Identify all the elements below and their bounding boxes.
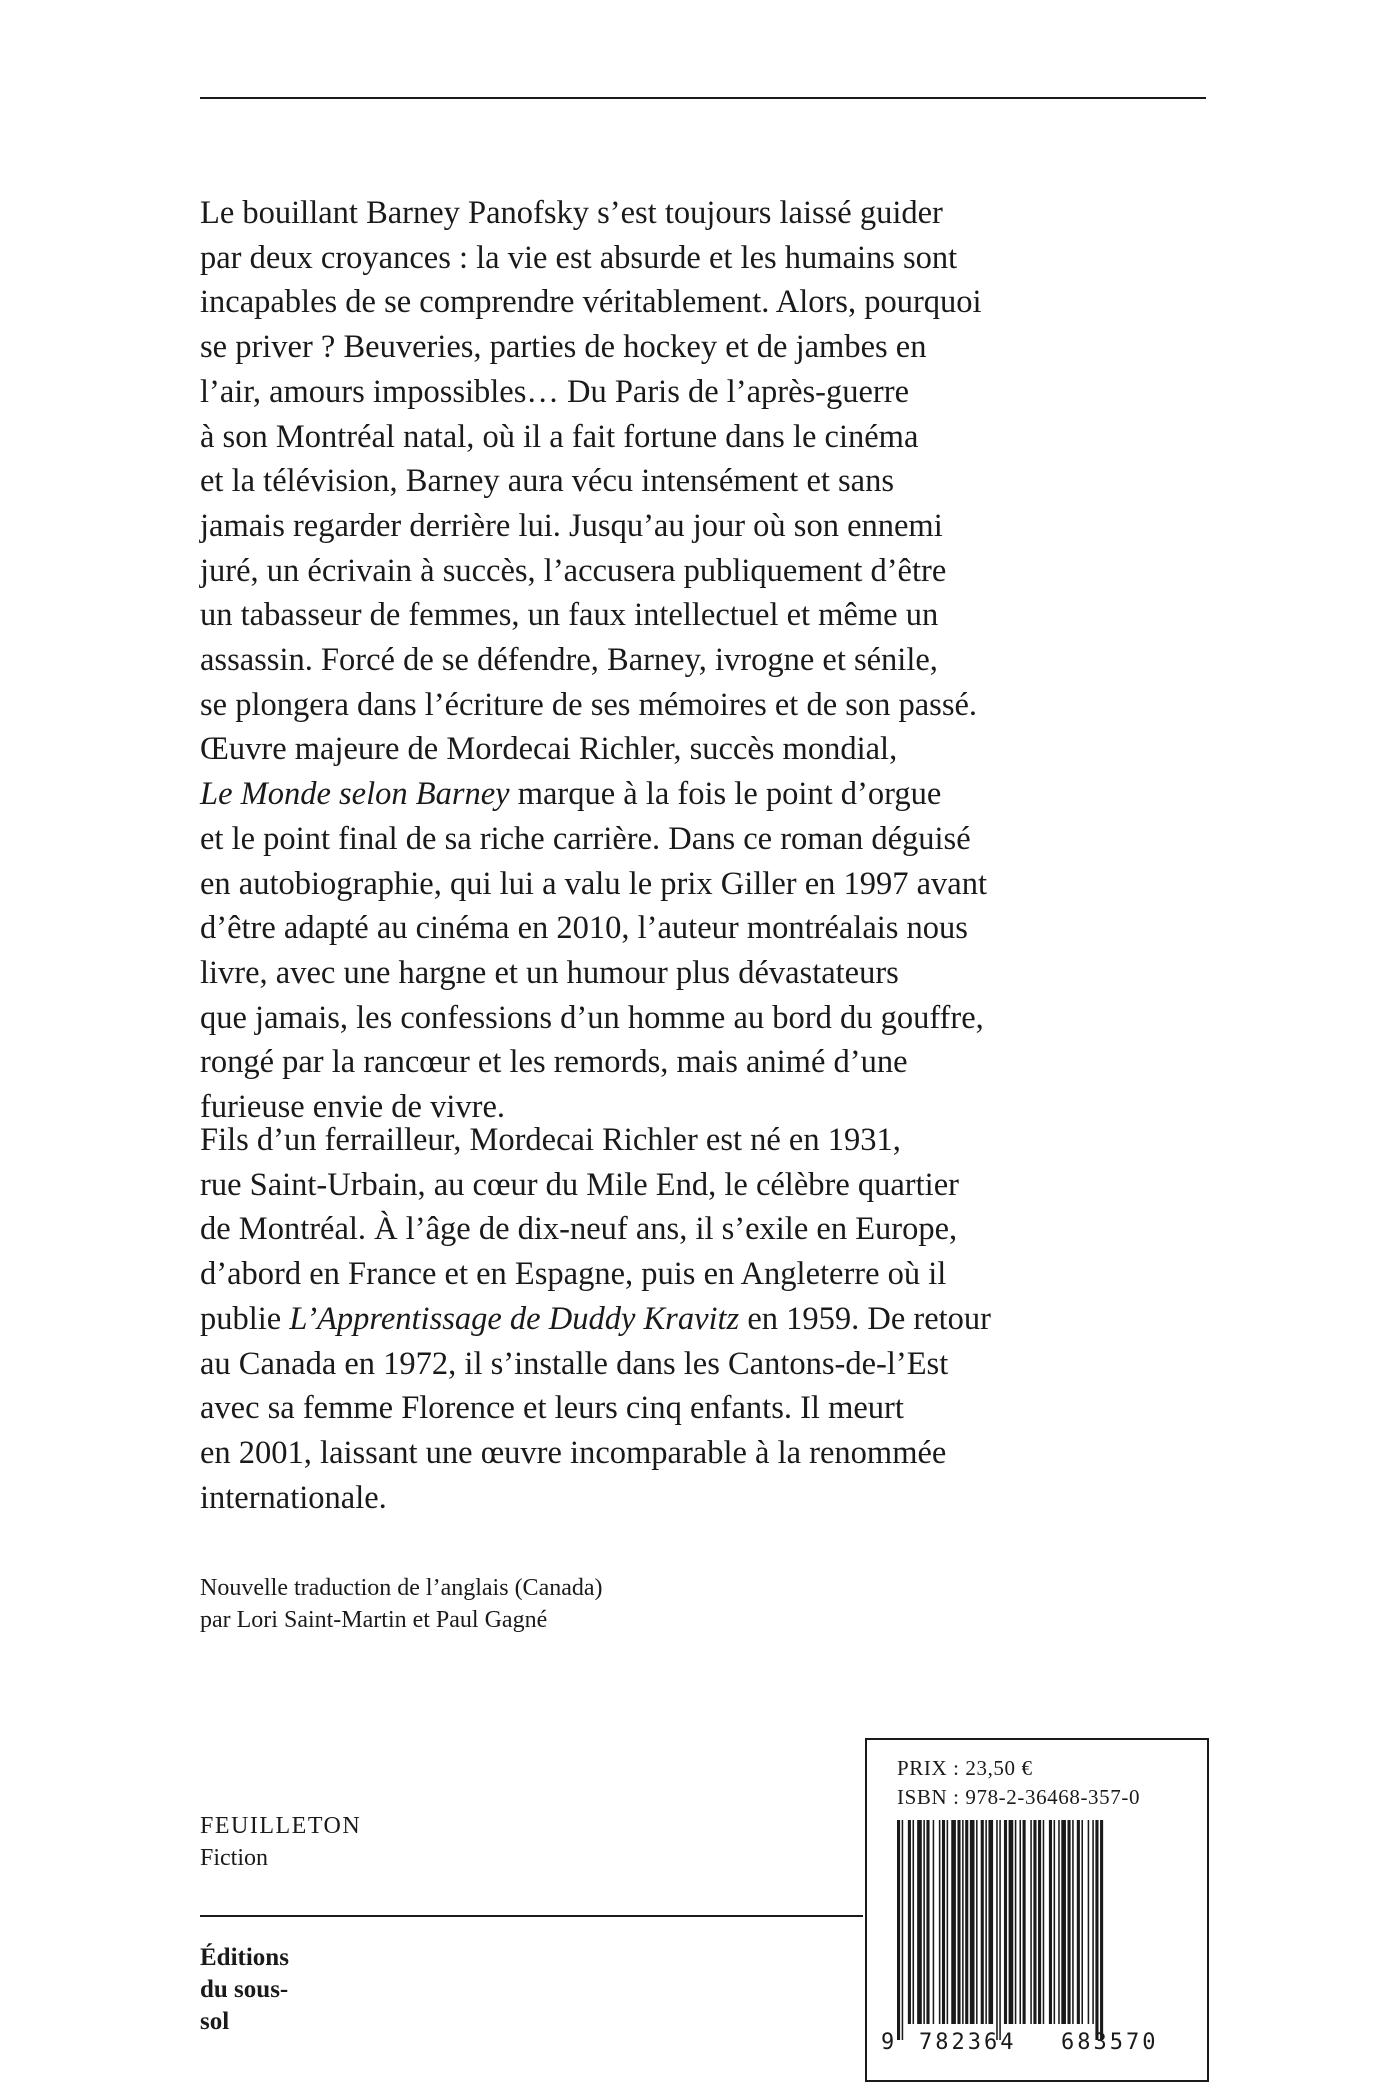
bio-line: de Montréal. À l’âge de dix-neuf ans, il s’exile en Europe, [200,1211,958,1248]
synopsis-line: Œuvre majeure de Mordecai Richler, succès mondial, [200,731,898,768]
barcode-bar [1100,1820,1103,2040]
barcode-digit-group2: 683570 [1061,2030,1159,2055]
bio-line: en 2001, laissant une œuvre incomparable à la renommée [200,1434,947,1471]
barcode-bar [957,1820,960,2024]
barcode-bar [1038,1820,1041,2024]
synopsis-line: et la télévision, Barney aura vécu intensément et sans [200,463,894,500]
barcode-bar [1030,1820,1032,2024]
barcode-bar [1061,1820,1066,2024]
bio-line: d’abord en France et en Espagne, puis en Angleterre où il [200,1256,947,1293]
barcode-bar [1009,1820,1014,2024]
barcode-bar [1023,1820,1026,2024]
barcode-bar [923,1820,925,2024]
barcode-bar [970,1820,975,2024]
barcode-bar [1015,1820,1017,2024]
bio-line: avec sa femme Florence et leurs cinq enfants. Il meurt [200,1390,904,1427]
barcode-bar [902,1820,904,2040]
synopsis-line: et le point final de sa riche carrière. Dans ce roman déguisé [200,820,971,857]
bio-publie-prefix: publie [200,1300,290,1337]
synopsis-line: se plongera dans l’écriture de ses mémoires et de son passé. [200,686,978,723]
publisher-name [200,1942,289,2038]
barcode-digit-group1: 782364 [919,2030,1017,2055]
translation-credit-line2: par Lori Saint-Martin et Paul Gagné [200,1607,548,1633]
barcode-bar [962,1820,964,2024]
barcode-bar [985,1820,987,2024]
barcode-bar [1081,1820,1083,2024]
collection-info [200,1810,361,1874]
barcode-bar [965,1820,968,2024]
barcode-bar [988,1820,993,2024]
synopsis-line: en autobiographie, qui lui a valu le prix Giller en 1997 avant [200,865,987,902]
price-label: PRIX : 23,50 € [897,1756,1033,1780]
barcode-bar [1043,1820,1045,2024]
synopsis-line: un tabasseur de femmes, un faux intellectuel et même un [200,597,939,634]
barcode-image [897,1820,1177,2040]
barcode-bar [1068,1820,1071,2024]
publisher-line2: du sous- [200,1976,289,2003]
series-name: FEUILLETON [200,1813,362,1839]
barcode-bar [996,1820,998,2040]
synopsis-paragraph [200,191,1210,1130]
barcode-bar [1019,1820,1021,2024]
bio-line: rue Saint-Urbain, au cœur du Mile End, le célèbre quartier [200,1166,959,1203]
synopsis-line: incapables de se comprendre véritablement. Alors, pourquoi [200,284,982,321]
footer-divider [200,1915,863,1917]
barcode-bar [999,1820,1001,2040]
barcode-digit-first: 9 [881,2030,898,2055]
barcode-bar [1077,1820,1080,2024]
synopsis-title-line [200,772,1210,817]
synopsis-line: se priver ? Beuveries, parties de hockey et de jambes en [200,329,927,366]
author-bio-paragraph [200,1118,1210,1520]
barcode-bar [939,1820,941,2024]
barcode-bar [976,1820,978,2024]
synopsis-line: que jamais, les confessions d’un homme au bord du gouffre, [200,999,984,1036]
barcode-digits [881,2030,1197,2060]
duddy-title-italic: L’Apprentissage de Duddy Kravitz [289,1300,740,1337]
publisher-line3: sol [200,2008,230,2035]
book-title-italic: Le Monde selon Barney [200,776,510,813]
barcode-bar [1095,1820,1098,2040]
barcode-bar [1004,1820,1007,2024]
synopsis-line: rongé par la rancœur et les remords, mais animé d’une [200,1044,908,1081]
barcode-bar [1088,1820,1090,2024]
synopsis-line: furieuse envie de vivre. [200,1089,506,1126]
bio-line: internationale. [200,1479,387,1516]
isbn-label: ISBN : 978-2-36468-357-0 [897,1785,1141,1809]
synopsis-line: livre, avec une hargne et un humour plus dévastateurs [200,954,899,991]
bio-publie-suffix: en 1959. De retour [739,1300,991,1337]
bio-title-line [200,1297,1210,1342]
barcode-bar [947,1820,949,2024]
genre-label: Fiction [200,1845,269,1871]
synopsis-line: assassin. Forcé de se défendre, Barney, ivrogne et sénile, [200,642,938,679]
barcode-bar [1033,1820,1036,2024]
barcode-bar [1072,1820,1074,2024]
barcode-bar [913,1820,915,2024]
synopsis-line: juré, un écrivain à succès, l’accusera publiquement d’être [200,552,947,589]
translation-credit [200,1572,603,1636]
translation-credit-line1: Nouvelle traduction de l’anglais (Canada) [200,1575,603,1601]
bio-line: au Canada en 1972, il s’installe dans les Cantons-de-l’Est [200,1345,949,1382]
barcode-bar [1049,1820,1052,2024]
bio-line: Fils d’un ferrailleur, Mordecai Richler est né en 1931, [200,1122,901,1158]
synopsis-line: d’être adapté au cinéma en 2010, l’auteur montréalais nous [200,910,968,947]
barcode-bar [1058,1820,1060,2024]
barcode-bar [942,1820,945,2024]
synopsis-line: par deux croyances : la vie est absurde et les humains sont [200,239,958,276]
barcode-bar [981,1820,984,2024]
barcode-bar [933,1820,935,2024]
barcode-bar [1054,1820,1056,2024]
barcode-bar [951,1820,956,2024]
publisher-line1: Éditions [200,1944,289,1971]
synopsis-line: l’air, amours impossibles… Du Paris de l’après-guerre [200,373,910,410]
barcode-bar [926,1820,929,2024]
synopsis-line: Le bouillant Barney Panofsky s’est toujours laissé guider [200,195,943,231]
barcode-panel [865,1738,1209,2082]
synopsis-line: à son Montréal natal, où il a fait fortune dans le cinéma [200,418,919,455]
synopsis-line: jamais regarder derrière lui. Jusqu’au jour où son ennemi [200,507,943,544]
barcode-bar [1092,1820,1094,2024]
barcode-bar [917,1820,922,2024]
top-divider [200,97,1206,99]
barcode-bar [897,1820,900,2040]
synopsis-title-line-rest: marque à la fois le point d’orgue [509,776,942,813]
barcode-bar [908,1820,911,2024]
